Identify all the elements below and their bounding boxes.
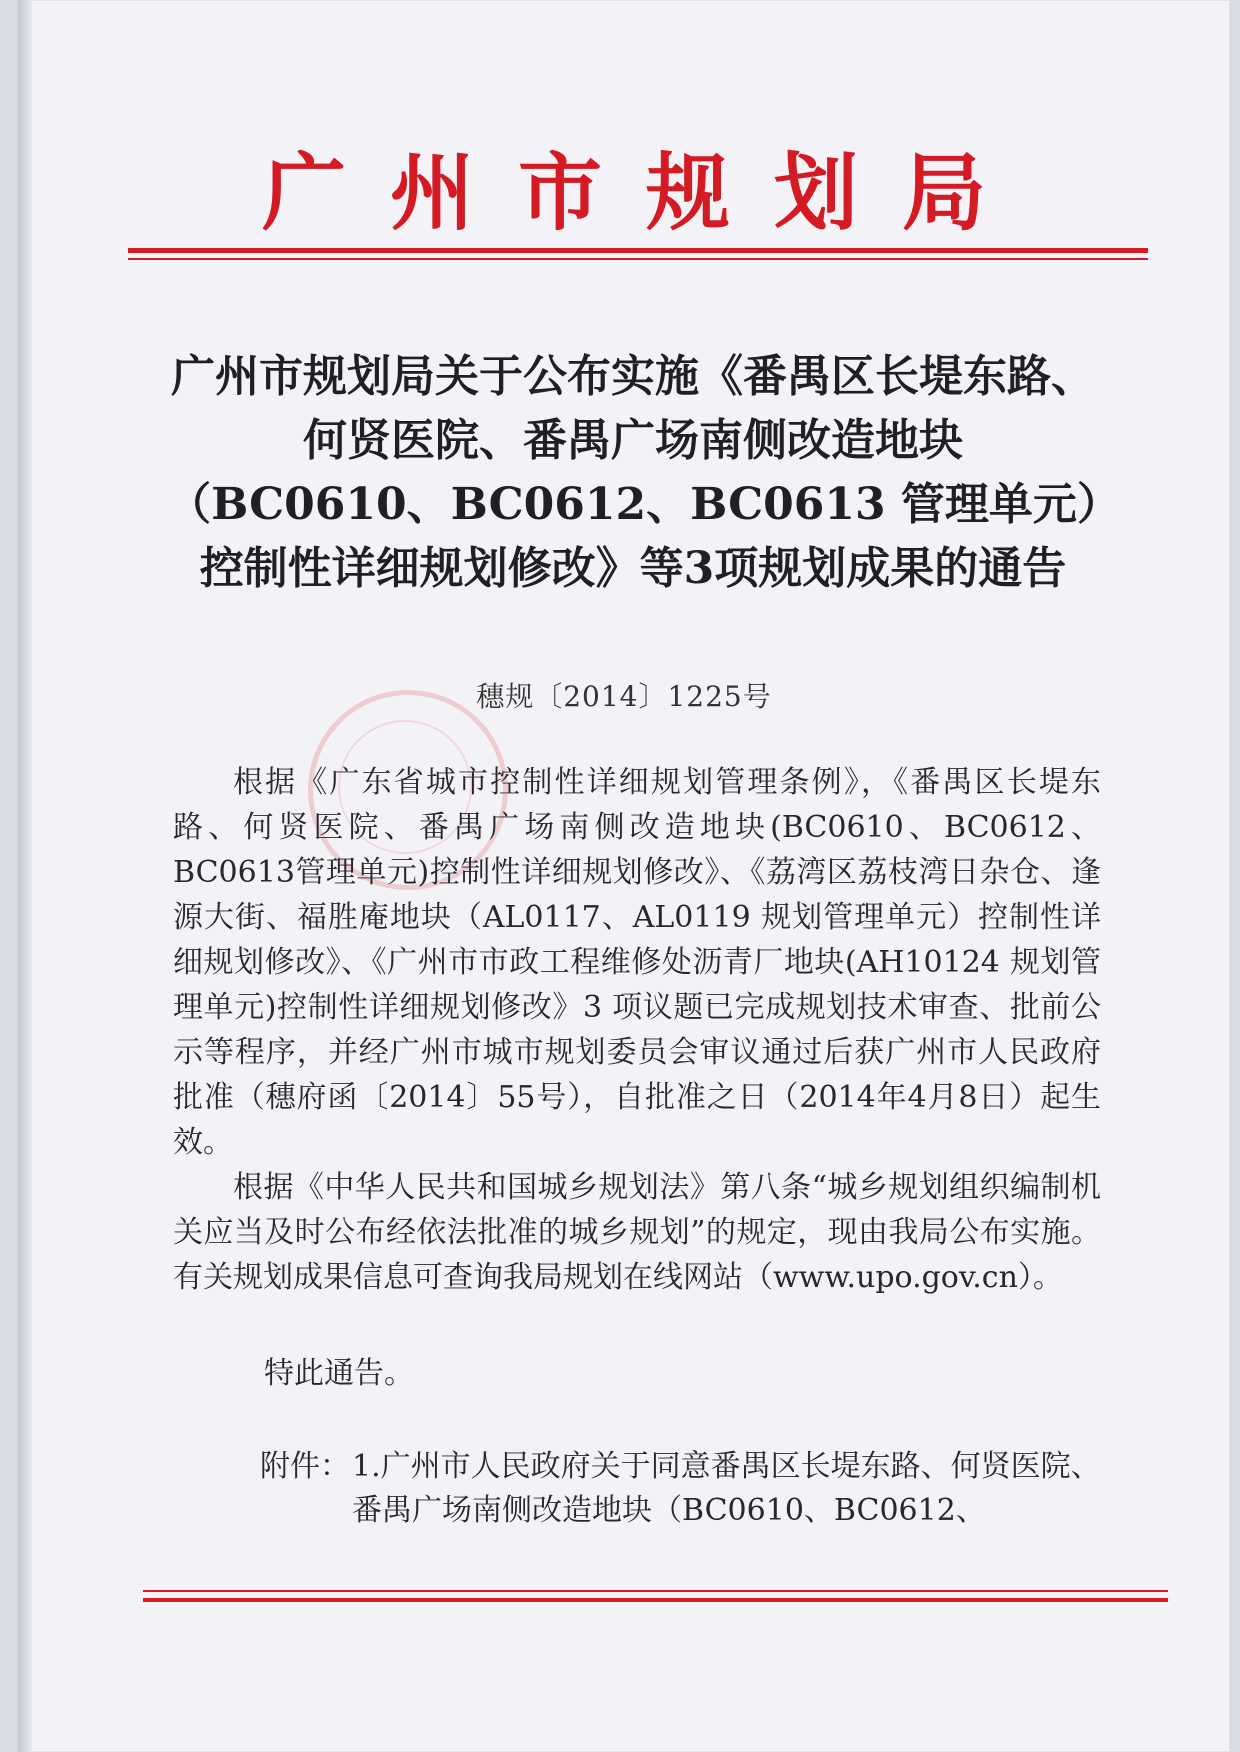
header-red-rule-thick <box>128 248 1148 253</box>
header-red-rule-thin <box>128 258 1148 260</box>
body-paragraph-1: 根据《广东省城市控制性详细规划管理条例》，《番禺区长堤东路、何贤医院、番禺广场南侧改造地块(BC0610、BC0612、BC0613管理单元)控制性详细规划修改》、《荔湾区荔枝湾日杂仓、逢源大街、福胜庵地块（AL0117、AL0119 规划管理单元）控制性详细规划修改》、《广州市市政工程维修处沥青厂地块(AH10124 规划管理单元)控制性详细规划修改》3 项议题已完成规划技术审查、批前公示等程序，并经广州市城市规划委员会审议通过后获广州市人民政府批准（穗府函〔2014〕55号），自批准之日（2014年4月8日）起生效。 <box>173 765 1101 1160</box>
scan-left-edge <box>18 0 32 1752</box>
agency-header: 广州市规划局 <box>261 143 1030 242</box>
attachment-section <box>260 1445 1110 1533</box>
footer-red-rule-thick <box>143 1598 1168 1602</box>
document-page <box>18 0 1230 1752</box>
closing-text: 特此通告。 <box>264 1356 414 1391</box>
footer-red-rule-thin <box>143 1590 1168 1592</box>
notice-title: 广州市规划局关于公布实施《番禺区长堤东路、何贤医院、番禺广场南侧改造地块（BC0610、BC0612、BC0613 管理单元）控制性详细规划修改》等3项规划成果的通告 <box>167 351 1099 594</box>
attachment-label: 附件： <box>260 1449 350 1484</box>
document-number: 穗规〔2014〕1225号 <box>476 680 772 713</box>
attachment-item-1: 1.广州市人民政府关于同意番禺区长堤东路、何贤医院、番禺广场南侧改造地块（BC0610、BC0612、 <box>352 1449 1101 1528</box>
notice-body <box>173 760 1101 1300</box>
body-paragraph-2: 根据《中华人民共和国城乡规划法》第八条“城乡规划组织编制机关应当及时公布经依法批准的城乡规划”的规定，现由我局公布实施。有关规划成果信息可查询我局规划在线网站（www.upo.gov.cn）。 <box>173 1170 1101 1295</box>
